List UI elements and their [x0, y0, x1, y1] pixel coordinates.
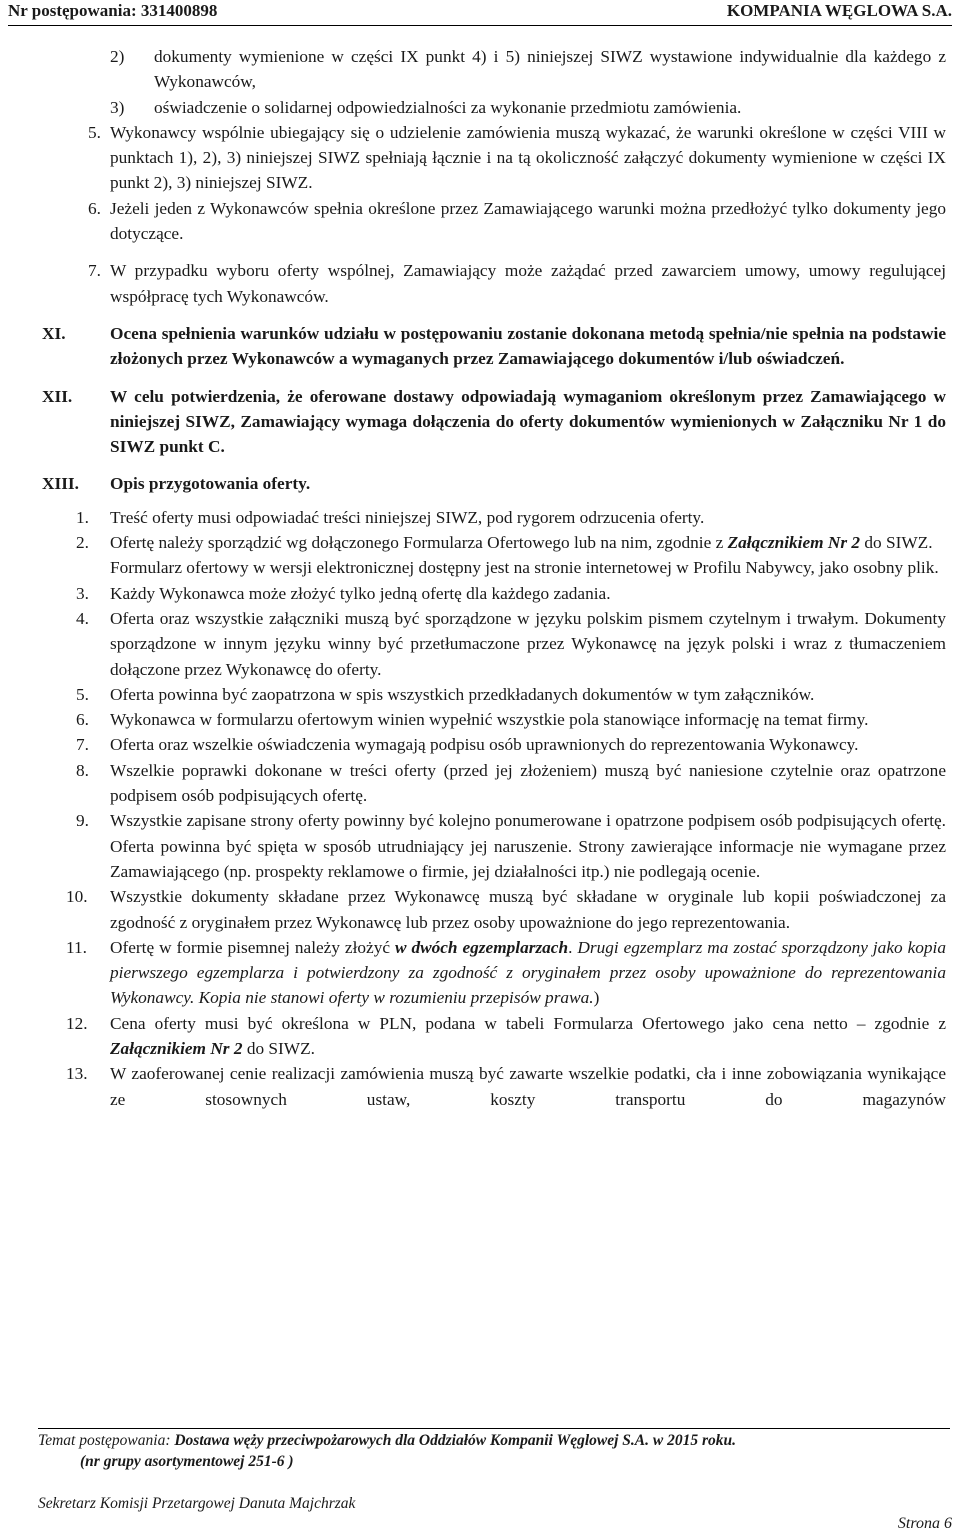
- list-item-number: 5.: [76, 684, 89, 704]
- list-item-number: 7.: [88, 261, 101, 281]
- list-item-number: 6.: [88, 198, 101, 218]
- company-name: KOMPANIA WĘGLOWA S.A.: [726, 1, 952, 20]
- list-item-text: oświadczenie o solidarnej odpowiedzialności za wykonanie przedmiotu zamówienia.: [154, 97, 742, 117]
- section-xi: [42, 321, 946, 372]
- footer-group: (nr grupy asortymentowej 251-6 ): [80, 1453, 294, 1470]
- list-item-number: 9.: [76, 811, 89, 831]
- list-item: [76, 682, 946, 707]
- section-number: XI.: [42, 323, 66, 343]
- footer-topic: Temat postępowania: Dostawa węży przeciwpożarowych dla Oddziałów Kompanii Węglowej S.A. w 2015 roku.: [38, 1432, 737, 1449]
- list-item: [76, 606, 946, 682]
- list-item-number: 4.: [76, 608, 89, 628]
- list-item-text: Wszystkie dokumenty składane przez Wykonawcę muszą być składane w oryginale lub kopii poświadczonej za zgodność z oryginałem przez Wykonawcę lub przez osoby upoważnione do jego reprezentowania.: [110, 887, 946, 932]
- list-item-number: 2.: [76, 533, 89, 553]
- section-text: W celu potwierdzenia, że oferowane dostawy odpowiadają wymaganiom określonym przez Zamawiającego w niniejszej SIWZ, Zamawiający wymaga dołączenia do oferty dokumentów wymienionych w Załączniku Nr 1 do SIWZ punkt C.: [110, 386, 946, 457]
- section-title: Opis przygotowania oferty.: [110, 474, 311, 494]
- list-item: [110, 44, 946, 95]
- list-item-text: Wykonawca w formularzu ofertowym winien wypełnić wszystkie pola stanowiące informację na temat firmy.: [110, 710, 869, 730]
- section-xiii: [42, 471, 946, 496]
- list-item: [76, 707, 946, 732]
- list-item-number: 3.: [76, 583, 89, 603]
- list-item: [66, 1011, 946, 1062]
- list-item-number: 3): [110, 97, 125, 117]
- list-item-number: 7.: [76, 735, 89, 755]
- list-item-text: Cena oferty musi być określona w PLN, podana w tabeli Formularza Ofertowego jako cena netto – zgodnie z Załącznikiem Nr 2 do SIWZ.: [110, 1013, 946, 1058]
- document-body: [42, 44, 946, 1112]
- list-item-number: 1.: [76, 507, 89, 527]
- list-item-text: Wszystkie zapisane strony oferty powinny być kolejno ponumerowane i opatrzone podpisem osób podpisujących ofertę. Oferta powinna być spięta w sposób utrudniający jej naruszenie. Strony zawierające informacje nie wymagane przez Zamawiającego (np. prospekty reklamowe o firmie, jej działalności itp.) nie podlegają ocenie.: [110, 811, 946, 881]
- list-item-number: 5.: [88, 122, 101, 142]
- list-item: [76, 808, 946, 884]
- section-number: XII.: [42, 386, 73, 406]
- footer-divider: [38, 1428, 950, 1429]
- list-item: [88, 120, 946, 196]
- procedure-number: Nr postępowania: 331400898: [8, 1, 218, 20]
- list-item-text: Ofertę w formie pisemnej należy złożyć w dwóch egzemplarzach. Drugi egzemplarz ma zostać sporządzony jako kopia pierwszego egzemplarza i potwierdzony za zgodność z oryginałem przez osoby upoważnione do reprezentowania Wykonawcy. Kopia nie stanowi oferty w rozumieniu przepisów prawa.): [110, 937, 946, 1008]
- header-divider: [8, 25, 952, 26]
- list-item-text: Ofertę należy sporządzić wg dołączonego Formularza Ofertowego lub na nim, zgodnie z Załącznikiem Nr 2 do SIWZ. Formularz ofertowy w wersji elektronicznej dostępny jest na stronie internetowej w Profilu Nabywcy, jako osobny plik.: [110, 530, 946, 581]
- list-item-number: 11.: [66, 937, 87, 957]
- list-item-text: Jeżeli jeden z Wykonawców spełnia określone przez Zamawiającego warunki można przedłożyć tylko dokumenty jego dotyczące.: [110, 198, 946, 244]
- page-number: Strona 6: [897, 1515, 952, 1532]
- list-item-text: Wykonawcy wspólnie ubiegający się o udzielenie zamówienia muszą wykazać, że warunki określone w części VIII w punktach 1), 2), 3) niniejszej SIWZ spełniają łącznie i na tą okoliczność załączyć dokumenty wymienione w części IX punkt 2), 3) niniejszej SIWZ.: [110, 122, 946, 193]
- list-item: [66, 1061, 946, 1112]
- list-item: [110, 95, 946, 120]
- list-item-number: 6.: [76, 710, 89, 730]
- list-item-number: 12.: [66, 1013, 88, 1033]
- list-item-text: Oferta oraz wszystkie załączniki muszą być sporządzone w języku polskim pismem czytelnym i trwałym. Dokumenty sporządzone w innym języku winny być przetłumaczone przez Wykonawcę na język polski i wraz z tłumaczeniem dołączone przez Wykonawcę do oferty.: [110, 608, 946, 679]
- list-item-note: Formularz ofertowy w wersji elektronicznej dostępny jest na stronie internetowej w Profilu Nabywcy, jako osobny plik.: [110, 558, 939, 578]
- list-item: [76, 732, 946, 757]
- list-item-text: W przypadku wyboru oferty wspólnej, Zamawiający może zażądać przed zawarciem umowy, umowy regulującej współpracę tych Wykonawców.: [110, 261, 946, 306]
- list-item: [76, 581, 946, 606]
- list-item: [76, 505, 946, 530]
- list-item-number: 8.: [76, 760, 89, 780]
- list-item: [76, 530, 946, 581]
- footer-secretary: Sekretarz Komisji Przetargowej Danuta Majchrzak: [38, 1495, 356, 1512]
- list-item-text: dokumenty wymienione w części IX punkt 4) i 5) niniejszej SIWZ wystawione indywidualnie dla każdego z Wykonawców,: [154, 47, 946, 92]
- list-item-text: Wszelkie poprawki dokonane w treści oferty (przed jej złożeniem) muszą być naniesione czytelnie oraz opatrzone podpisem osób podpisujących ofertę.: [110, 760, 946, 806]
- list-item-text: Oferta powinna być zaopatrzona w spis wszystkich przedkładanych dokumentów w tym załączników.: [110, 684, 815, 704]
- list-item-text: W zaoferowanej cenie realizacji zamówienia muszą być zawarte wszelkie podatki, cła i inne zobowiązania wynikające ze stosownych ustaw, koszty transportu do magazynów: [110, 1064, 946, 1109]
- list-item-text: Oferta oraz wszelkie oświadczenia wymagają podpisu osób uprawnionych do reprezentowania Wykonawcy.: [110, 735, 859, 755]
- page-header: [0, 0, 960, 24]
- list-item: [76, 758, 946, 809]
- list-item: [88, 196, 946, 247]
- list-item-number: 10.: [66, 887, 88, 907]
- list-item-text: Każdy Wykonawca może złożyć tylko jedną ofertę dla każdego zadania.: [110, 583, 611, 603]
- list-item: [66, 935, 946, 1011]
- section-number: XIII.: [42, 474, 79, 494]
- section-xii: [42, 384, 946, 460]
- list-item-number: 2): [110, 47, 125, 66]
- list-item: [66, 884, 946, 935]
- list-item: [88, 258, 946, 309]
- section-text: Ocena spełnienia warunków udziału w postępowaniu zostanie dokonana metodą spełnia/nie spełnia na podstawie złożonych przez Wykonawców a wymaganych przez Zamawiającego dokumentów i/lub oświadczeń.: [110, 323, 946, 369]
- list-item-number: 13.: [66, 1064, 88, 1084]
- list-item-text: Treść oferty musi odpowiadać treści niniejszej SIWZ, pod rygorem odrzucenia oferty.: [110, 507, 705, 527]
